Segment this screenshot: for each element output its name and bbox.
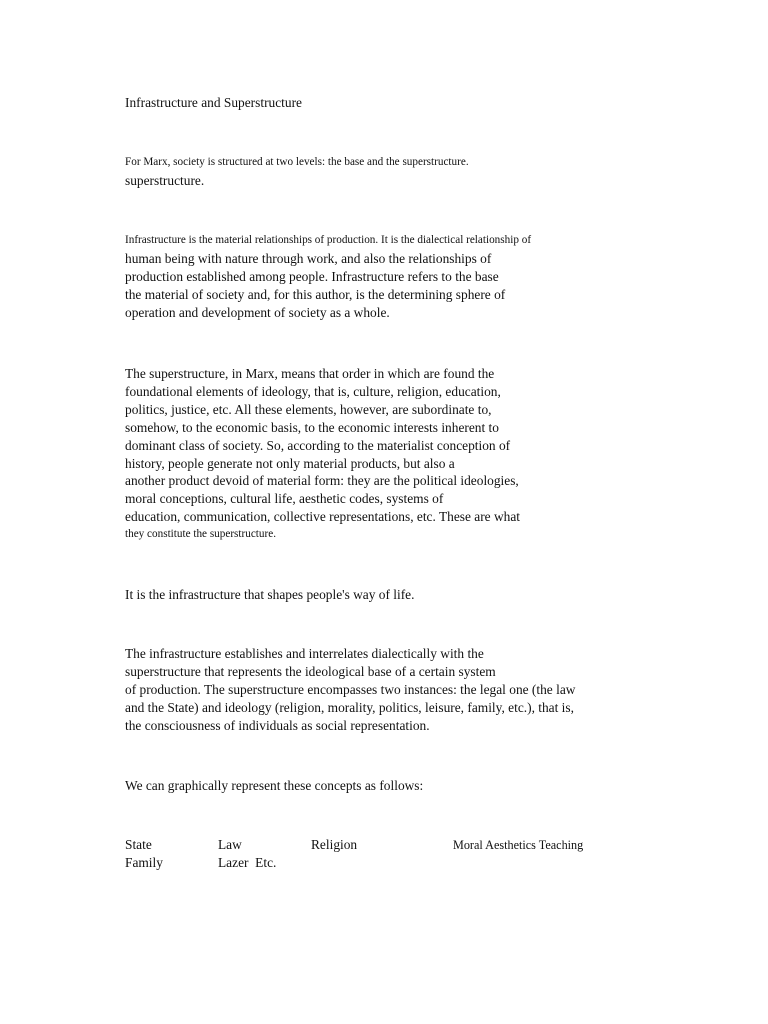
paragraph-line: another product devoid of material form: they are the political ideologies, [125,473,519,489]
paragraph-line: human being with nature through work, and also the relationships of [125,250,492,266]
paragraph-represent [125,777,605,795]
concept-law: Law [218,837,242,852]
paragraph-line: education, communication, collective representations, etc. These are what [125,509,520,525]
paragraph-line: of production. The superstructure encompasses two instances: the legal one (the law [125,681,576,697]
paragraph-line: history, people generate not only material products, but also a [125,455,455,471]
document-title: Infrastructure and Superstructure [125,95,302,110]
paragraph-line: superstructure that represents the ideological base of a certain system [125,663,496,679]
paragraph-infrastructure [125,232,605,322]
paragraph-line: The superstructure, in Marx, means that order in which are found the [125,366,495,381]
concept-moral-aesthetics-teaching: Moral Aesthetics Teaching [453,838,584,852]
concept-diagram [125,836,625,876]
paragraph-line: and the State) and ideology (religion, morality, politics, leisure, family, etc.), that is, [125,699,574,715]
paragraph-line: they constitute the superstructure. [125,528,276,541]
paragraph-line: moral conceptions, cultural life, aesthetic codes, systems of [125,491,444,507]
paragraph-line: the material of society and, for this author, is the determining sphere of [125,286,506,302]
paragraph-line: Infrastructure is the material relationships of production. It is the dialectical relationship of [125,234,532,246]
paragraph-line: For Marx, society is structured at two levels: the base and the superstructure. [125,156,469,168]
paragraph-line: somehow, to the economic basis, to the economic interests inherent to [125,419,499,435]
paragraph-line: the consciousness of individuals as social representation. [125,717,430,733]
paragraph-marx-levels [125,154,605,190]
concept-state: State [125,837,152,852]
paragraph-superstructure [125,365,605,544]
paragraph-line: operation and development of society as a whole. [125,304,390,320]
paragraph-line: superstructure. [125,172,205,188]
paragraph-line: politics, justice, etc. All these elements, however, are subordinate to, [125,401,492,417]
concept-family: Family [125,855,163,870]
paragraph-line: foundational elements of ideology, that is, culture, religion, education, [125,383,501,399]
paragraph-dialectic [125,645,605,735]
concept-religion: Religion [311,837,358,852]
paragraph-line: The infrastructure establishes and interrelates dialectically with the [125,646,484,661]
paragraph-line: We can graphically represent these concepts as follows: [125,778,424,793]
concept-lazer-etc: Lazer Etc. [218,855,277,870]
paragraph-line: dominant class of society. So, according to the materialist conception of [125,437,511,453]
paragraph-shapes-life [125,586,605,604]
paragraph-line: production established among people. Infrastructure refers to the base [125,268,499,284]
paragraph-line: It is the infrastructure that shapes people's way of life. [125,587,415,602]
